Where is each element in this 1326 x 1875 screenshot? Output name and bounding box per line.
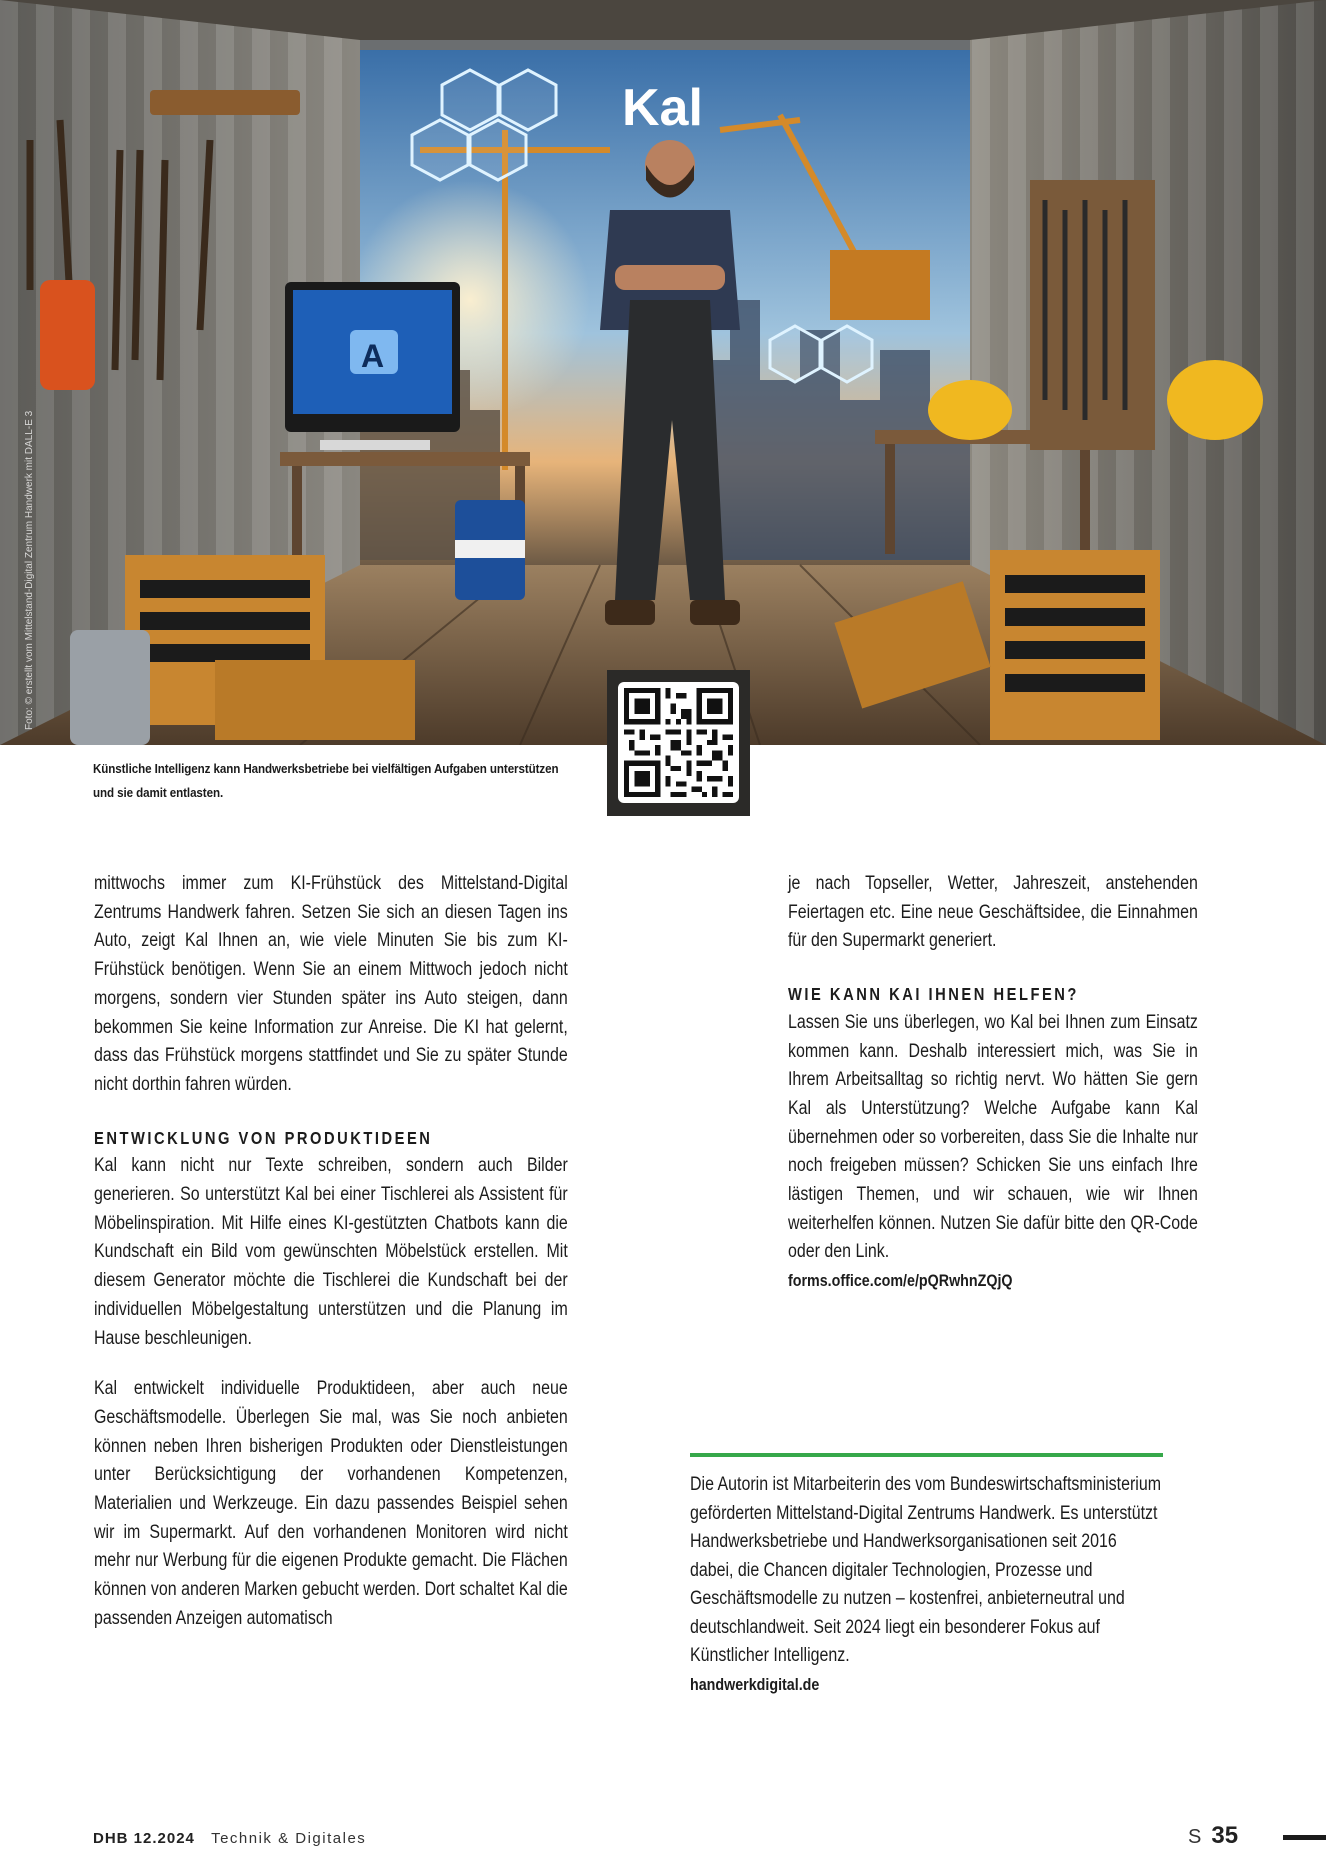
right-column [788, 870, 1198, 1296]
left-intro-paragraph: mittwochs immer zum KI-Frühstück des Mittelstand-Digital Zentrums Handwerk fahren. Setzen Sie sich an diesen Tagen ins Auto, zeigt Kal Ihnen an, wie viele Minuten Sie bis zum KI-Frühstück benötigen. Wenn Sie an einem Mittwoch jedoch nicht morgens, sondern vier Stunden später ins Auto steigen, dann bekommen Sie keine Information zur Anreise. Die KI hat gelernt, dass das Frühstück morgens stattfindet und Sie zu später Stunde nicht dorthin fahren würden. [94, 873, 568, 1095]
qr-code[interactable] [607, 670, 750, 816]
footer-rule [1283, 1835, 1326, 1840]
section-name: Technik & Digitales [211, 1830, 367, 1847]
author-bio-text: Die Autorin ist Mitarbeiterin des vom Bundeswirtschaftsministerium geförderten Mittelstand-Digital Zentrums Handwerk. Es unterstützt Handwerksbetriebe und Handwerksorganisationen seit 2016 dabei, die Chancen digitaler Technologien, Prozesse und Geschäftsmodelle zu nutzen – kostenfrei, anbieterneutral und deutschlandweit. Seit 2024 liegt ein besonderer Fokus auf Künstlicher Intelligenz. [690, 1474, 1162, 1666]
form-link[interactable]: forms.office.com/e/pQRwhnZQjQ [788, 1271, 1013, 1291]
section-heading-wie-kann-kai-helfen: WIE KANN KAI IHNEN HELFEN? [788, 984, 1079, 1005]
right-paragraph-2: Lassen Sie uns überlegen, wo Kal bei Ihnen zum Einsatz kommen kann. Deshalb interessiert mich, was Sie in Ihrem Arbeitsalltag so richtig nervt. Wo hätten Sie gern Kal als Unterstützung? Welche Aufgabe kann Kal übernehmen oder so vorbereiten, dass Sie die Inhalte nur noch freigeben müssen? Schicken Sie uns einfach Ihre lästigen Themen, und wir schauen, wie wir Ihnen weiterhelfen können. Nutzen Sie dafür bitte den QR-Code oder den Link. [788, 1011, 1198, 1263]
magazine-issue: DHB 12.2024 [93, 1830, 195, 1847]
left-column [94, 870, 568, 1634]
image-caption: Künstliche Intelligenz kann Handwerksbetriebe bei vielfältigen Aufgaben unterstützen und sie damit entlasten. [93, 761, 559, 800]
author-bio [690, 1471, 1165, 1699]
hero-image [0, 0, 1326, 745]
right-intro-paragraph: je nach Topseller, Wetter, Jahreszeit, anstehenden Feiertagen etc. Eine neue Geschäftsidee, die Einnahmen für den Supermarkt generiert. [788, 873, 1198, 952]
page-prefix: S [1188, 1826, 1202, 1848]
screen-label: Kal [622, 79, 703, 137]
workshop-illustration [0, 0, 1326, 745]
left-paragraph-2: Kal kann nicht nur Texte schreiben, sondern auch Bilder generieren. So unterstützt Kal bei einer Tischlerei als Assistent für Möbelinspiration. Mit Hilfe eines KI-gestützten Chatbots kann die Kundschaft ein Bild vom gewünschten Möbelstück erstellen. Mit diesem Generator möchte die Tischlerei die Kundschaft bei der individuellen Möbelgestaltung unterstützen und die Planung im Hause beschleunigen. [94, 1155, 568, 1349]
photo-credit: Foto: © erstellt vom Mittelstand-Digital Zentrum Handwerk mit DALL-E 3 [24, 410, 35, 730]
footer-publication [93, 1830, 366, 1847]
monitor-letter: A [361, 338, 385, 374]
bio-divider [690, 1453, 1163, 1457]
section-heading-produktideen: ENTWICKLUNG VON PRODUKTIDEEN [94, 1127, 433, 1148]
website-link[interactable]: handwerkdigital.de [690, 1674, 820, 1694]
left-paragraph-3: Kal entwickelt individuelle Produktideen, aber auch neue Geschäftsmodelle. Überlegen Sie mal, was Sie noch anbieten können neben Ihren bisherigen Produkten oder Dienstleistungen unter Berücksichtigung der vorhandenen Kompetenzen, Materialien und Werkzeuge. Ein dazu passendes Beispiel sehen wir im Supermarkt. Auf den vorhandenen Monitoren wird nicht mehr nur Werbung für die eigenen Produkte gemacht. Die Flächen können von anderen Marken gebucht werden. Dort schaltet Kal die passenden Anzeigen automatisch [94, 1378, 568, 1629]
page-number-block [1188, 1822, 1238, 1850]
page-number: 35 [1211, 1822, 1239, 1849]
